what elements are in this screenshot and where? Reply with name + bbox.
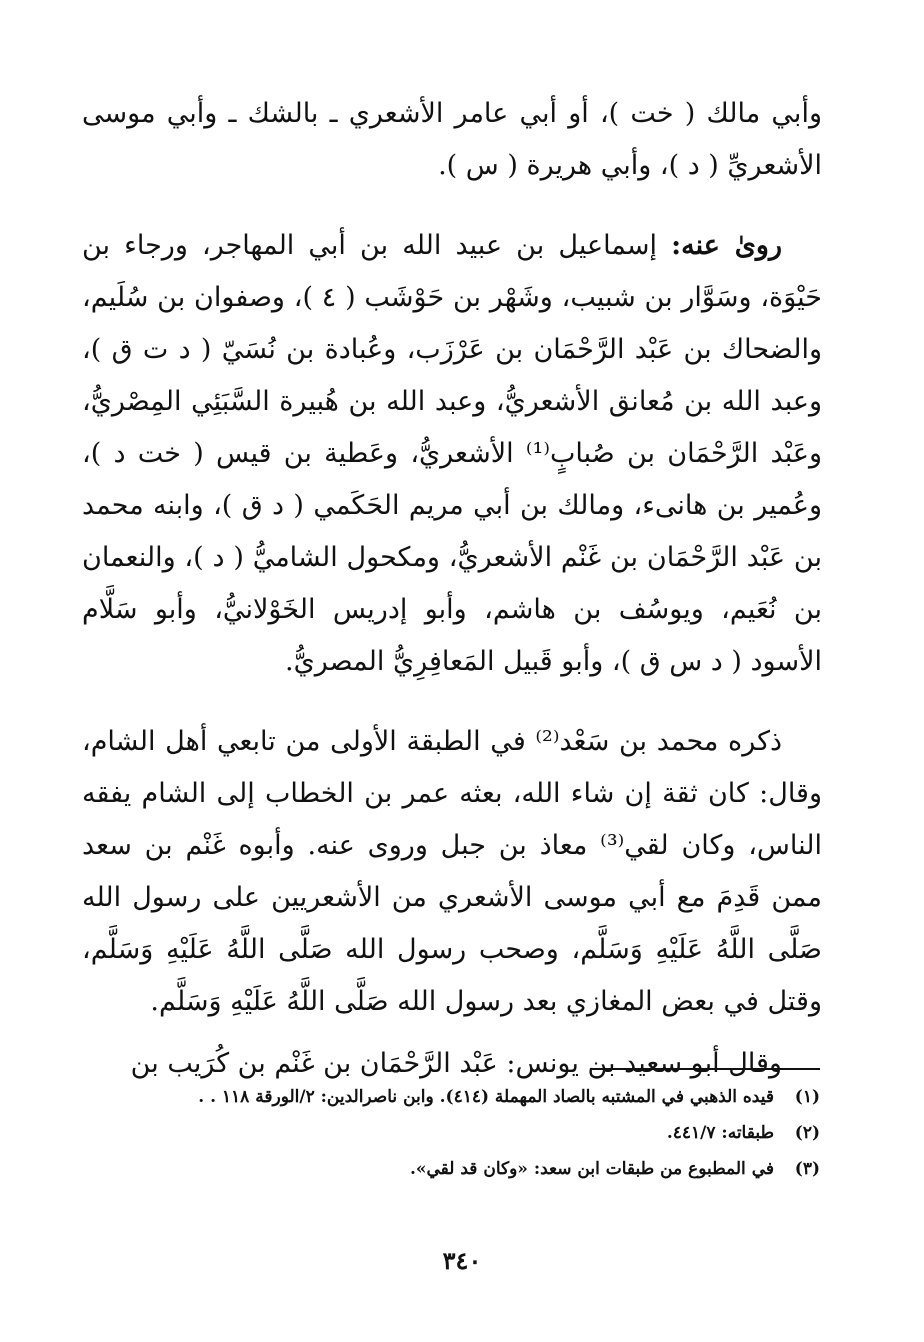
footnote — [84, 1082, 820, 1112]
footnote — [84, 1118, 820, 1148]
footnote-number: (٢) — [794, 1123, 820, 1143]
footnote-text: في المطبوع من طبقات ابن سعد: «وكان قد لقي». — [409, 1159, 774, 1179]
paragraph-ibn-sad — [82, 716, 822, 1028]
paragraph-text: ذكره محمد بن سَعْد⁽²⁾ في الطبقة الأولى من تابعي أهل الشام، وقال: كان ثقة إن شاء الله، بعثه عمر بن الخطاب إلى الشام يفقه الناس، وكان لقي⁽³⁾ معاذ بن جبل وروى عنه. وأبوه غَنْم بن سعد ممن قَدِمَ مع أبي موسى الأشعري من الأشعريين على رسول الله صَلَّى اللَّهُ عَلَيْهِ وَسَلَّم، وصحب رسول الله صَلَّى اللَّهُ عَلَيْهِ وَسَلَّم، وقتل في بعض المغازي بعد رسول الله صَلَّى اللَّهُ عَلَيْهِ وَسَلَّم. — [82, 726, 822, 1017]
paragraph-lead: روىٰ عنه: — [671, 230, 782, 261]
paragraph-teachers-continued — [82, 88, 822, 192]
page-number: ٣٤٠ — [442, 1246, 482, 1275]
footnote-text: طبقاته: ٤٤١/٧. — [666, 1123, 774, 1143]
paragraph-students — [82, 220, 822, 688]
footnote-divider — [592, 1068, 820, 1070]
footnotes — [84, 1082, 820, 1190]
footnote-number: (١) — [794, 1087, 820, 1107]
footnote-text: قيده الذهبي في المشتبه بالصاد المهملة (٤١٤). وابن ناصرالدين: ٢/الورقة ١١٨ . . — [198, 1087, 774, 1107]
footnote — [84, 1154, 820, 1184]
paragraph-text: وأبي مالك ( خت )، أو أبي عامر الأشعري ـ بالشك ـ وأبي موسى الأشعريِّ ( د )، وأبي هريرة ( س ). — [82, 98, 822, 181]
paragraph-text: وقال أبو سعيد بن يونس: عَبْد الرَّحْمَان بن غَنْم بن كُرَيب بن — [130, 1048, 782, 1079]
main-text — [82, 88, 822, 1090]
footnote-number: (٣) — [794, 1159, 820, 1179]
paragraph-text: إسماعيل بن عبيد الله بن أبي المهاجر، ورجاء بن حَيْوَة، وسَوَّار بن شبيب، وشَهْر بن حَوْشَب ( ٤ )، وصفوان بن سُلَيم، والضحاك بن عَبْد الرَّحْمَان بن عَرْزَب، وعُبادة بن نُسَيّ ( د ت ق )، وعبد الله بن مُعانق الأشعريُّ، وعبد الله بن هُبيرة السَّبَئِي المِصْريُّ، وعَبْد الرَّحْمَان بن صُبابٍ⁽¹⁾ الأشعريُّ، وعَطية بن قيس ( خت د )، وعُمير بن هانىء، ومالك بن أبي مريم الحَكَمي ( د ق )، وابنه محمد بن عَبْد الرَّحْمَان بن غَنْم الأشعريُّ، ومكحول الشاميُّ ( د )، والنعمان بن نُعَيم، ويوسُف بن هاشم، وأبو إدريس الخَوْلانيُّ، وأبو سَلَّام الأسود ( د س ق )، وأبو قَبيل المَعافِرِيُّ المصريُّ. — [82, 230, 822, 677]
